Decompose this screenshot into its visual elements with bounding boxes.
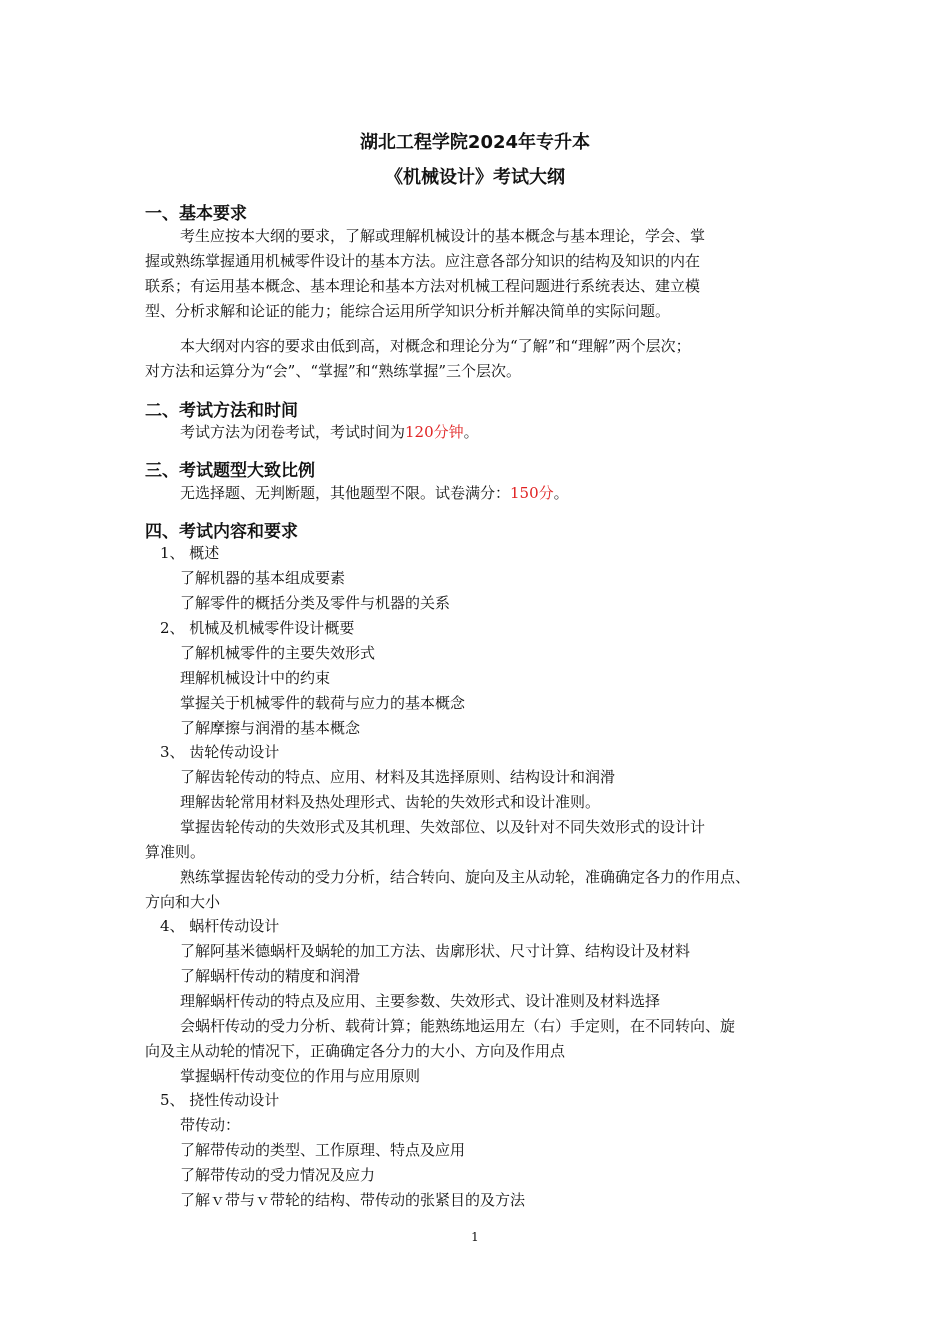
- content-item: 了解蜗杆传动的精度和润滑: [180, 967, 361, 985]
- chapter-heading: 1、 概述: [160, 544, 220, 562]
- section-heading-exam-content: 四、考试内容和要求: [145, 522, 298, 542]
- exam-method-label: 考试方法为闭卷考试，考试时间为: [180, 423, 406, 441]
- content-item: 掌握关于机械零件的载荷与应力的基本概念: [180, 694, 466, 712]
- content-item: 了解机械零件的主要失效形式: [180, 644, 376, 662]
- content-item: 理解齿轮常用材料及热处理形式、齿轮的失效形式和设计准则。: [180, 793, 601, 811]
- section-heading-basic-requirements: 一、基本要求: [145, 204, 247, 224]
- document-subtitle: 《机械设计》考试大纲: [385, 167, 565, 188]
- content-item: 理解蜗杆传动的特点及应用、主要参数、失效形式、设计准则及材料选择: [180, 992, 661, 1010]
- content-item: 理解机械设计中的约束: [180, 669, 331, 687]
- paragraph-line: 考生应按本大纲的要求，了解或理解机械设计的基本概念与基本理论，学会、掌: [180, 227, 706, 245]
- paragraph-line: 握或熟练掌握通用机械零件设计的基本方法。应注意各部分知识的结构及知识的内在: [145, 252, 701, 270]
- content-item: 带传动：: [180, 1116, 241, 1134]
- content-item: 了解阿基米德蜗杆及蜗轮的加工方法、齿廓形状、尺寸计算、结构设计及材料: [180, 942, 691, 960]
- content-item: 了解ｖ带与ｖ带轮的结构、带传动的张紧目的及方法: [180, 1191, 526, 1209]
- section-heading-question-types: 三、考试题型大致比例: [145, 461, 315, 481]
- document-title: 湖北工程学院2024年专升本: [359, 132, 591, 153]
- question-types-text: [180, 482, 569, 503]
- question-types-label: 无选择题、无判断题，其他题型不限。试卷满分：: [180, 484, 511, 502]
- content-item: 熟练掌握齿轮传动的受力分析，结合转向、旋向及主从动轮，准确确定各力的作用点、: [180, 868, 751, 886]
- paragraph-line: 本大纲对内容的要求由低到高，对概念和理论分为“了解”和“理解”两个层次；: [180, 337, 691, 355]
- content-item: 了解带传动的受力情况及应力: [180, 1166, 376, 1184]
- exam-method-text: [180, 421, 479, 442]
- chapter-heading: 2、 机械及机械零件设计概要: [160, 619, 355, 637]
- chapter-heading: 3、 齿轮传动设计: [160, 743, 280, 761]
- paragraph-line: 对方法和运算分为“会”、“掌握”和“熟练掌握”三个层次。: [145, 362, 522, 380]
- content-item: 了解零件的概括分类及零件与机器的关系: [180, 594, 451, 612]
- section-heading-exam-method: 二、考试方法和时间: [145, 401, 298, 421]
- content-item: 了解齿轮传动的特点、应用、材料及其选择原则、结构设计和润滑: [180, 768, 616, 786]
- content-item: 了解带传动的类型、工作原理、特点及应用: [180, 1141, 466, 1159]
- content-item: 了解摩擦与润滑的基本概念: [180, 719, 361, 737]
- chapter-heading: 4、 蜗杆传动设计: [160, 917, 280, 935]
- content-item: 会蜗杆传动的受力分析、载荷计算；能熟练地运用左（右）手定则，在不同转向、旋: [180, 1017, 736, 1035]
- content-item-continuation: 向及主从动轮的情况下，正确确定各分力的大小、方向及作用点: [145, 1042, 566, 1060]
- paragraph-line: 型、分析求解和论证的能力；能综合运用所学知识分析并解决简单的实际问题。: [145, 302, 671, 320]
- content-item-continuation: 方向和大小: [145, 893, 221, 911]
- paragraph-line: 联系；有运用基本概念、基本理论和基本方法对机械工程问题进行系统表达、建立模: [145, 277, 701, 295]
- punctuation: 。: [463, 423, 479, 441]
- punctuation: 。: [553, 484, 569, 502]
- exam-duration: 120分钟: [405, 423, 464, 441]
- content-item: 了解机器的基本组成要素: [180, 569, 346, 587]
- content-item: 掌握蜗杆传动变位的作用与应用原则: [180, 1067, 421, 1085]
- content-item-continuation: 算准则。: [145, 843, 206, 861]
- chapter-heading: 5、 挠性传动设计: [160, 1091, 280, 1109]
- page-number: 1: [471, 1230, 479, 1244]
- full-score: 150分: [510, 484, 554, 502]
- content-item: 掌握齿轮传动的失效形式及其机理、失效部位、以及针对不同失效形式的设计计: [180, 818, 706, 836]
